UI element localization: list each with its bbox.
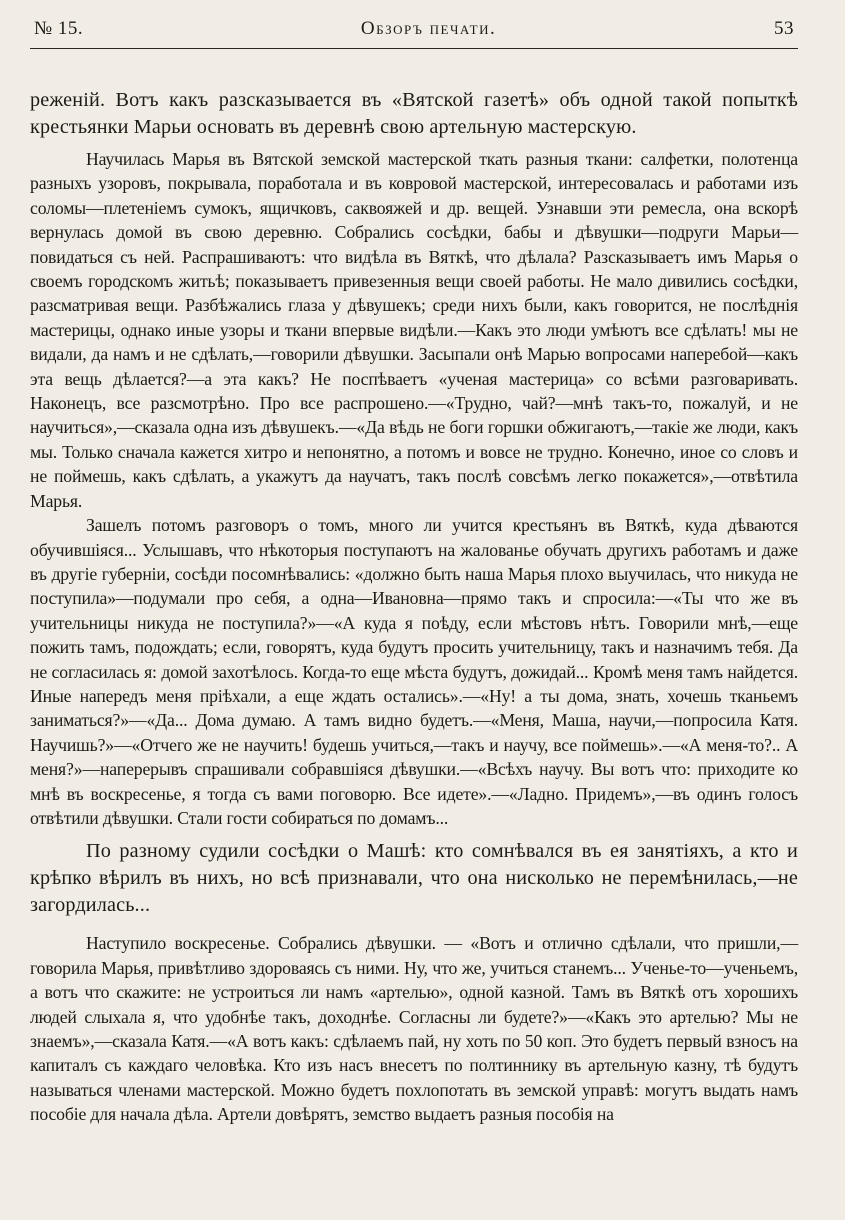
page-number: 53	[774, 18, 794, 39]
paragraph: По разному судили сосѣдки о Машѣ: кто сомнѣвался въ ея занятіяхъ, а кто и крѣпко вѣрилъ въ нихъ, но всѣ признавали, что она нисколько не перемѣнилась,—не загордилась...	[30, 840, 798, 917]
running-header	[30, 18, 798, 49]
section-title: Обзоръ печати.	[360, 18, 497, 39]
paragraph: реженій. Вотъ какъ разсказывается въ «Вятской газетѣ» объ одной такой попыткѣ крестьянки Марьи основать въ деревнѣ свою артельную мастерскую.	[30, 89, 798, 138]
paragraph: Научилась Марья въ Вятской земской мастерской ткать разныя ткани: салфетки, полотенца разныхъ узоровъ, покрывала, поработала и въ ковровой мастерской, интересовалась и работами изъ соломы—плетеніемъ сумокъ, ящичковъ, саквояжей и др. вещей. Узнавши эти ремесла, она вскорѣ вернулась домой въ свою деревню. Собрались сосѣдки, бабы и дѣвушки—подруги Марьи—повидаться съ ней. Распрашиваютъ: что видѣла въ Вяткѣ, что дѣлала? Разсказываетъ имъ Марья о своемъ городскомъ житьѣ; показываетъ привезенныя вещи своей работы. Не мало дивились сосѣдки, разсматривая вещи. Разбѣжались глаза у дѣвушекъ; среди нихъ были, какъ говорится, не послѣднія мастерицы, однако иные узоры и ткани впервые видѣли.—Какъ это люди умѣютъ все сдѣлать! мы не видали, да намъ и не сдѣлать,—говорили дѣвушки. Засыпали онѣ Марью вопросами наперебой—какъ эта вещь дѣлается?—а эта какъ? Не поспѣваетъ «ученая мастерица» со всѣми разговаривать. Наконецъ, все разсмотрѣно. Про все распрошено.—«Трудно, чай?—мнѣ такъ-то, пожалуй, и не научиться»,—сказала одна изъ дѣвушекъ.—«Да вѣдь не боги горшки обжигаютъ,—такіе же люди, какъ мы. Только сначала кажется хитро и непонятно, а потомъ и вовсе не трудно. Конечно, иное со словъ и не поймешь, какъ сдѣлать, а укажутъ да научатъ, такъ послѣ совсѣмъ легко покажется»,—отвѣтила Марья.	[30, 149, 798, 511]
article-body	[30, 87, 798, 1127]
issue-number: № 15.	[34, 18, 84, 39]
paragraph: Зашелъ потомъ разговоръ о томъ, много ли учится крестьянъ въ Вяткѣ, куда дѣваются обучившіяся... Услышавъ, что нѣкоторыя поступаютъ на жалованье обучать другихъ работамъ и даже въ другіе губерніи, сосѣди посомнѣвались: «должно быть наша Марья плохо выучилась, что никуда не поступила»—подумали про себя, а одна—Ивановна—прямо такъ и спросила:—«Ты что же въ учительницы никуда не поступила?»—«А куда я поѣду, если мѣстовъ нѣтъ. Говорили мнѣ,—еще пожить тамъ, подождать; если, говорятъ, куда будутъ просить учительницу, такъ и назначимъ тебя. Да не согласилась я: домой захотѣлось. Когда-то еще мѣста будутъ, дожидай... Кромѣ меня тамъ найдется. Иные напередъ меня пріѣхали, а еще ждать остались».—«Ну! а ты дома, знать, хочешь тканьемъ заниматься?»—«Да... Дома думаю. А тамъ видно будетъ.—«Меня, Маша, научи,—попросила Катя. Научишь?»—«Отчего же не научить! будешь учиться,—такъ и научу, все поймешь».—«А меня-то?.. А меня?»—наперерывъ спрашивали собравшіяся дѣвушки.—«Всѣхъ научу. Вы вотъ что: приходите ко мнѣ въ воскресенье, я тогда съ вами поговорю. Все идете».—«Ладно. Придемъ»,—въ одинъ голосъ отвѣтили дѣвушки. Стали гости собираться по домамъ...	[30, 515, 798, 828]
document-page	[30, 18, 798, 1208]
paragraph: Наступило воскресенье. Собрались дѣвушки. — «Вотъ и отлично сдѣлали, что пришли,—говорила Марья, привѣтливо здороваясь съ ними. Ну, что же, учиться станемъ... Ученье-то—ученьемъ, а вотъ что скажите: не устроиться ли намъ «артелью», одной казной. Тамъ въ Вяткѣ отъ хорошихъ людей слыхала я, что удобнѣе такъ, доходнѣе. Согласны ли будете?»—«Какъ это артелью? Мы не знаемъ»,—сказала Катя.—«А вотъ какъ: сдѣлаемъ пай, ну хоть по 50 коп. Это будетъ первый взносъ на капиталъ съ каждаго человѣка. Кто изъ насъ внесетъ по полтиннику въ артельную казну, тѣ будутъ называться членами мастерской. Можно будетъ похлопотать въ земской управѣ: могутъ выдать намъ пособіе для начала дѣла. Артели довѣрятъ, земство выдаетъ разныя пособія на	[30, 933, 798, 1125]
